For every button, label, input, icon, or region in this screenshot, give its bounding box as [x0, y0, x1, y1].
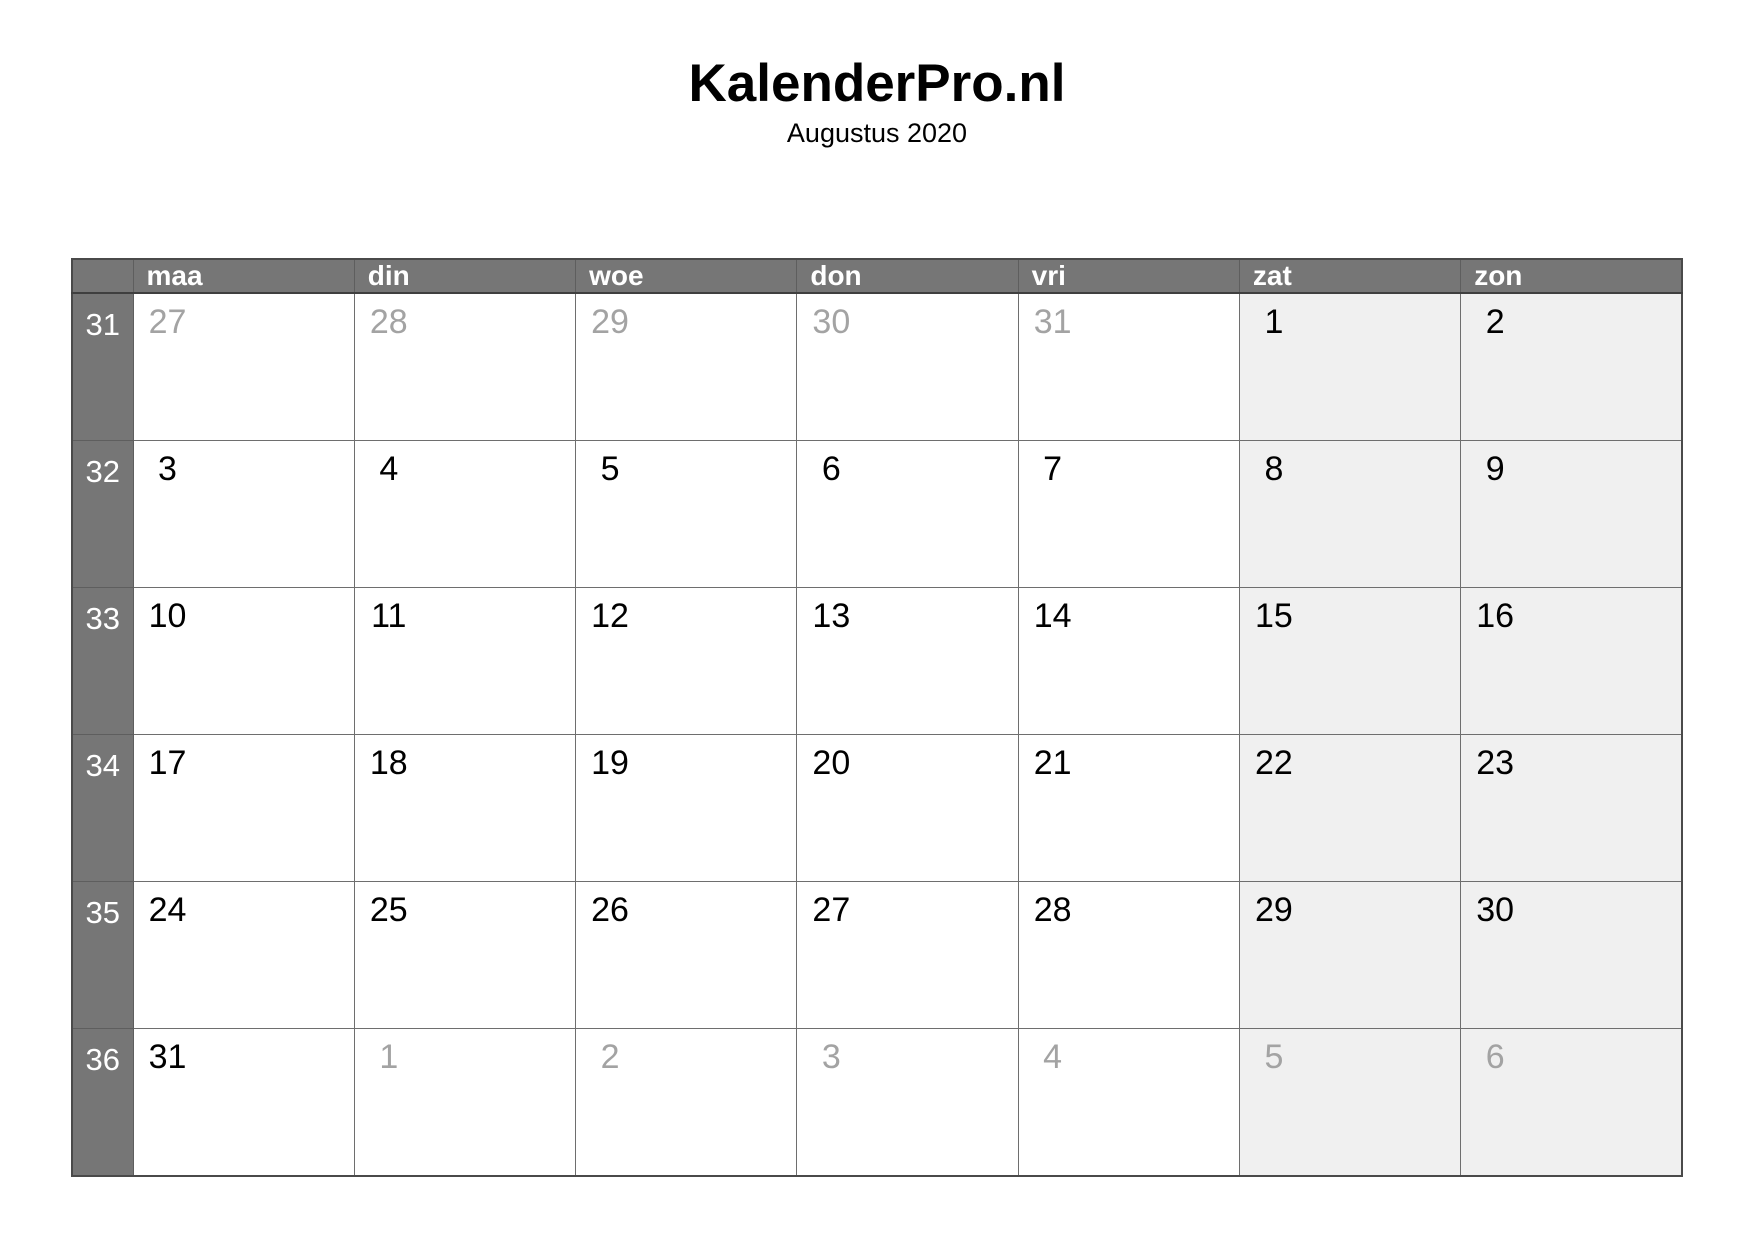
day-cell — [576, 882, 797, 1029]
date-label: 16 — [1476, 597, 1515, 635]
date-label: 10 — [148, 597, 187, 635]
week-row-32 — [72, 441, 1682, 588]
date-label: 4 — [379, 450, 399, 488]
date-label: 24 — [148, 891, 187, 929]
day-cell — [354, 1029, 575, 1177]
day-cell — [354, 735, 575, 882]
date-label: 5 — [1264, 1038, 1284, 1076]
week-number: 35 — [72, 882, 133, 1029]
week-row-31 — [72, 293, 1682, 441]
day-header-vri: vri — [1018, 259, 1239, 293]
day-cell-weekend — [1239, 1029, 1460, 1177]
day-cell-weekend — [1461, 588, 1682, 735]
site-title: KalenderPro.nl — [688, 54, 1066, 113]
day-cell — [133, 1029, 354, 1177]
day-cell — [797, 588, 1018, 735]
week-number: 33 — [72, 588, 133, 735]
day-cell-weekend — [1239, 735, 1460, 882]
day-cell — [133, 293, 354, 441]
day-cell — [576, 735, 797, 882]
day-cell — [133, 882, 354, 1029]
day-cell-weekend — [1239, 293, 1460, 441]
date-label: 29 — [1254, 891, 1293, 929]
day-cell — [576, 1029, 797, 1177]
week-number: 36 — [72, 1029, 133, 1177]
date-label: 23 — [1476, 744, 1515, 782]
day-cell — [797, 293, 1018, 441]
calendar-table — [71, 258, 1683, 1177]
date-label: 9 — [1485, 450, 1505, 488]
date-label: 13 — [812, 597, 851, 635]
date-label: 22 — [1254, 744, 1293, 782]
date-label: 30 — [1476, 891, 1515, 929]
day-header-row — [72, 259, 1682, 293]
day-cell — [354, 882, 575, 1029]
date-label: 4 — [1043, 1038, 1063, 1076]
day-cell — [797, 1029, 1018, 1177]
week-row-36 — [72, 1029, 1682, 1177]
day-header-maa: maa — [133, 259, 354, 293]
day-header-zon: zon — [1461, 259, 1682, 293]
date-label: 27 — [812, 891, 851, 929]
date-label: 18 — [369, 744, 408, 782]
date-label: 3 — [158, 450, 177, 488]
day-cell-weekend — [1461, 735, 1682, 882]
day-cell — [1018, 588, 1239, 735]
day-cell — [133, 588, 354, 735]
date-label: 27 — [148, 303, 187, 341]
day-cell-weekend — [1239, 588, 1460, 735]
date-label: 21 — [1033, 744, 1072, 782]
date-label: 14 — [1033, 597, 1072, 635]
day-cell-weekend — [1461, 882, 1682, 1029]
day-cell — [354, 293, 575, 441]
date-label: 1 — [1264, 303, 1284, 341]
day-cell-weekend — [1239, 882, 1460, 1029]
week-column-corner — [72, 259, 133, 293]
date-label: 8 — [1264, 450, 1284, 488]
week-number: 32 — [72, 441, 133, 588]
day-cell-weekend — [1461, 293, 1682, 441]
date-label: 31 — [148, 1038, 187, 1076]
week-row-33 — [72, 588, 1682, 735]
day-cell — [576, 588, 797, 735]
day-cell — [133, 735, 354, 882]
date-label: 15 — [1254, 597, 1293, 635]
day-cell-weekend — [1239, 441, 1460, 588]
date-label: 7 — [1043, 450, 1063, 488]
day-cell-weekend — [1461, 1029, 1682, 1177]
date-label: 5 — [600, 450, 620, 488]
date-label: 28 — [1033, 891, 1072, 929]
date-label: 6 — [821, 450, 841, 488]
day-cell — [1018, 735, 1239, 882]
date-label: 2 — [1485, 303, 1505, 341]
day-cell — [1018, 293, 1239, 441]
date-label: 25 — [369, 891, 408, 929]
day-cell — [1018, 441, 1239, 588]
date-label: 31 — [1033, 303, 1072, 341]
date-label: 12 — [591, 597, 629, 635]
day-cell — [354, 441, 575, 588]
month-subtitle: Augustus 2020 — [786, 117, 968, 148]
day-header-don: don — [797, 259, 1018, 293]
day-cell — [797, 882, 1018, 1029]
day-cell — [576, 441, 797, 588]
day-cell — [1018, 882, 1239, 1029]
week-number: 34 — [72, 735, 133, 882]
day-cell — [1018, 1029, 1239, 1177]
day-cell — [797, 441, 1018, 588]
day-cell — [354, 588, 575, 735]
date-label: 17 — [148, 744, 187, 782]
date-label: 19 — [591, 744, 629, 782]
date-label: 30 — [812, 303, 851, 341]
date-label: 26 — [591, 891, 629, 929]
day-cell — [133, 441, 354, 588]
date-label: 2 — [600, 1038, 620, 1076]
date-label: 6 — [1485, 1038, 1505, 1076]
week-row-35 — [72, 882, 1682, 1029]
day-cell-weekend — [1461, 441, 1682, 588]
date-label: 1 — [379, 1038, 399, 1076]
day-header-din: din — [354, 259, 575, 293]
page-header — [0, 0, 1754, 149]
date-label: 3 — [821, 1038, 841, 1076]
week-row-34 — [72, 735, 1682, 882]
date-label: 20 — [812, 744, 851, 782]
day-cell — [797, 735, 1018, 882]
date-label: 28 — [369, 303, 408, 341]
date-label: 29 — [591, 303, 629, 341]
week-number: 31 — [72, 293, 133, 441]
day-header-woe: woe — [576, 259, 797, 293]
day-header-zat: zat — [1239, 259, 1460, 293]
day-cell — [576, 293, 797, 441]
date-label: 11 — [371, 597, 407, 635]
